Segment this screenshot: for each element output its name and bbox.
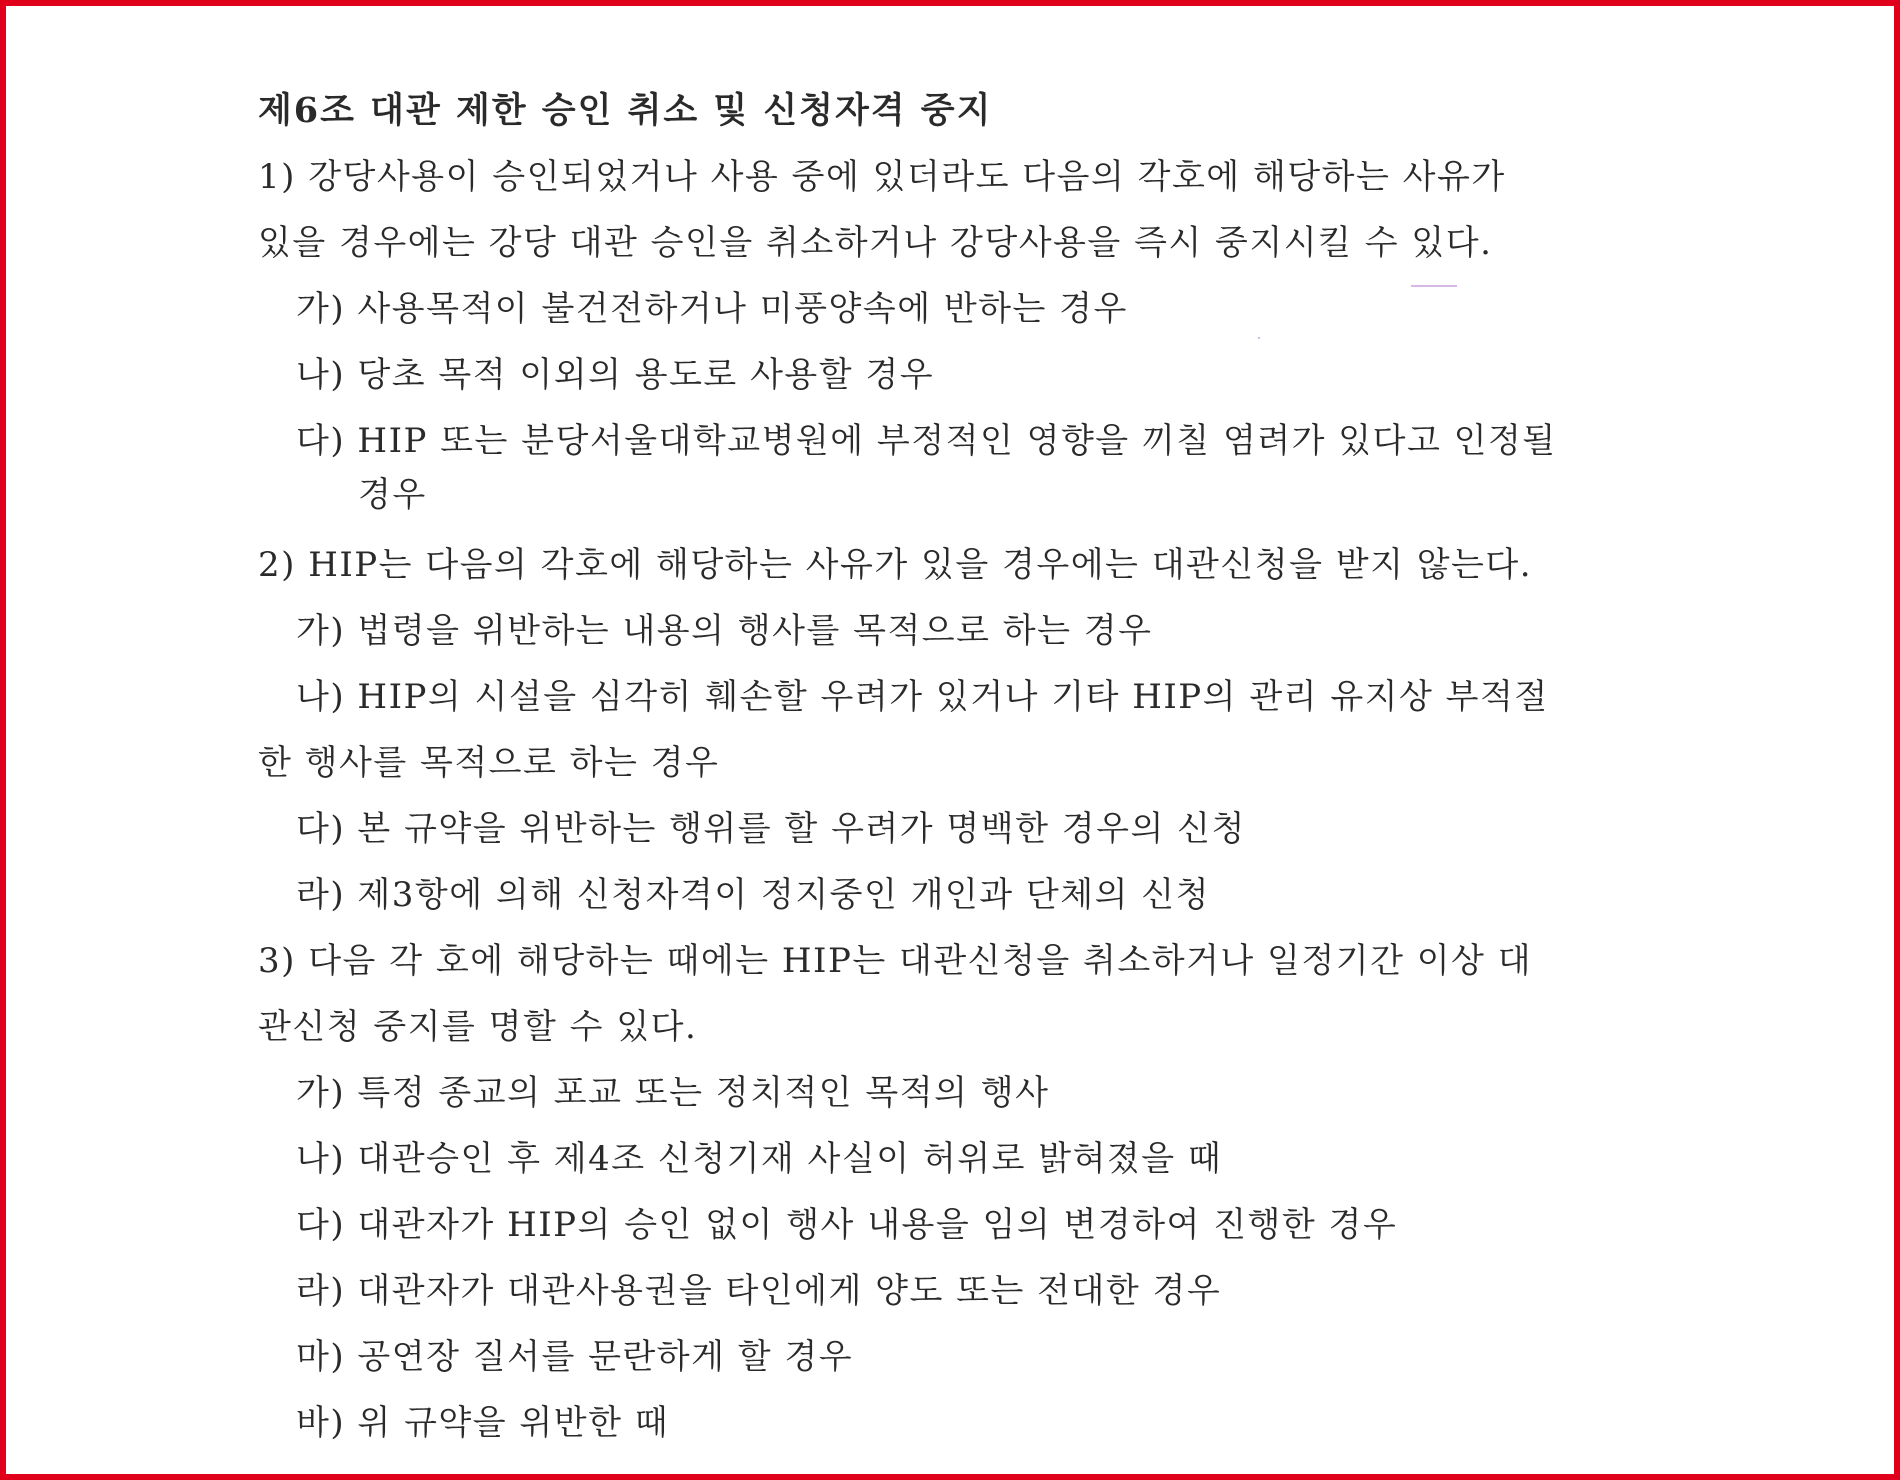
document-body xyxy=(258,64,1678,1448)
section1-line1: 1) 강당사용이 승인되었거나 사용 중에 있더라도 다음의 각호에 해당하는 사유가 xyxy=(258,157,1506,197)
section1-item-da-line2: 경우 xyxy=(358,475,427,515)
section1-item-ga: 가) 사용목적이 불건전하거나 미풍양속에 반하는 경우 xyxy=(296,289,1128,329)
section3-item-da: 다) 대관자가 HIP의 승인 없이 행사 내용을 임의 변경하여 진행한 경우 xyxy=(296,1205,1398,1245)
section2-line1: 2) HIP는 다음의 각호에 해당하는 사유가 있을 경우에는 대관신청을 받지 않는다. xyxy=(258,545,1533,585)
section2-item-ra: 라) 제3항에 의해 신청자격이 정지중인 개인과 단체의 신청 xyxy=(296,875,1210,915)
section2-item-ga: 가) 법령을 위반하는 내용의 행사를 목적으로 하는 경우 xyxy=(296,611,1153,651)
section1-item-na: 나) 당초 목적 이외의 용도로 사용할 경우 xyxy=(296,355,935,395)
section3-item-na: 나) 대관승인 후 제4조 신청기재 사실이 허위로 밝혀졌을 때 xyxy=(296,1139,1223,1179)
article-title: 제6조 대관 제한 승인 취소 및 신청자격 중지 xyxy=(258,90,993,131)
section2-item-da: 다) 본 규약을 위반하는 행위를 할 우려가 명백한 경우의 신청 xyxy=(296,809,1246,849)
section2-item-na-line1: 나) HIP의 시설을 심각히 훼손할 우려가 있거나 기타 HIP의 관리 유지상 부적절 xyxy=(296,677,1549,717)
section3-line1: 3) 다음 각 호에 해당하는 때에는 HIP는 대관신청을 취소하거나 일정기간 이상 대 xyxy=(258,941,1533,981)
section3-item-ma: 마) 공연장 질서를 문란하게 할 경우 xyxy=(296,1337,854,1377)
section2-item-na-line2: 한 행사를 목적으로 하는 경우 xyxy=(258,743,720,783)
section3-item-ba: 바) 위 규약을 위반한 때 xyxy=(296,1403,670,1443)
section3-line2: 관신청 중지를 명할 수 있다. xyxy=(258,1007,698,1047)
section1-item-da-line1: 다) HIP 또는 분당서울대학교병원에 부정적인 영향을 끼칠 염려가 있다고 인정될 xyxy=(296,421,1557,461)
section1-line2: 있을 경우에는 강당 대관 승인을 취소하거나 강당사용을 즉시 중지시킬 수 있다. xyxy=(258,223,1493,263)
section3-item-ra: 라) 대관자가 대관사용권을 타인에게 양도 또는 전대한 경우 xyxy=(296,1271,1222,1311)
section3-item-ga: 가) 특정 종교의 포교 또는 정치적인 목적의 행사 xyxy=(296,1073,1050,1113)
